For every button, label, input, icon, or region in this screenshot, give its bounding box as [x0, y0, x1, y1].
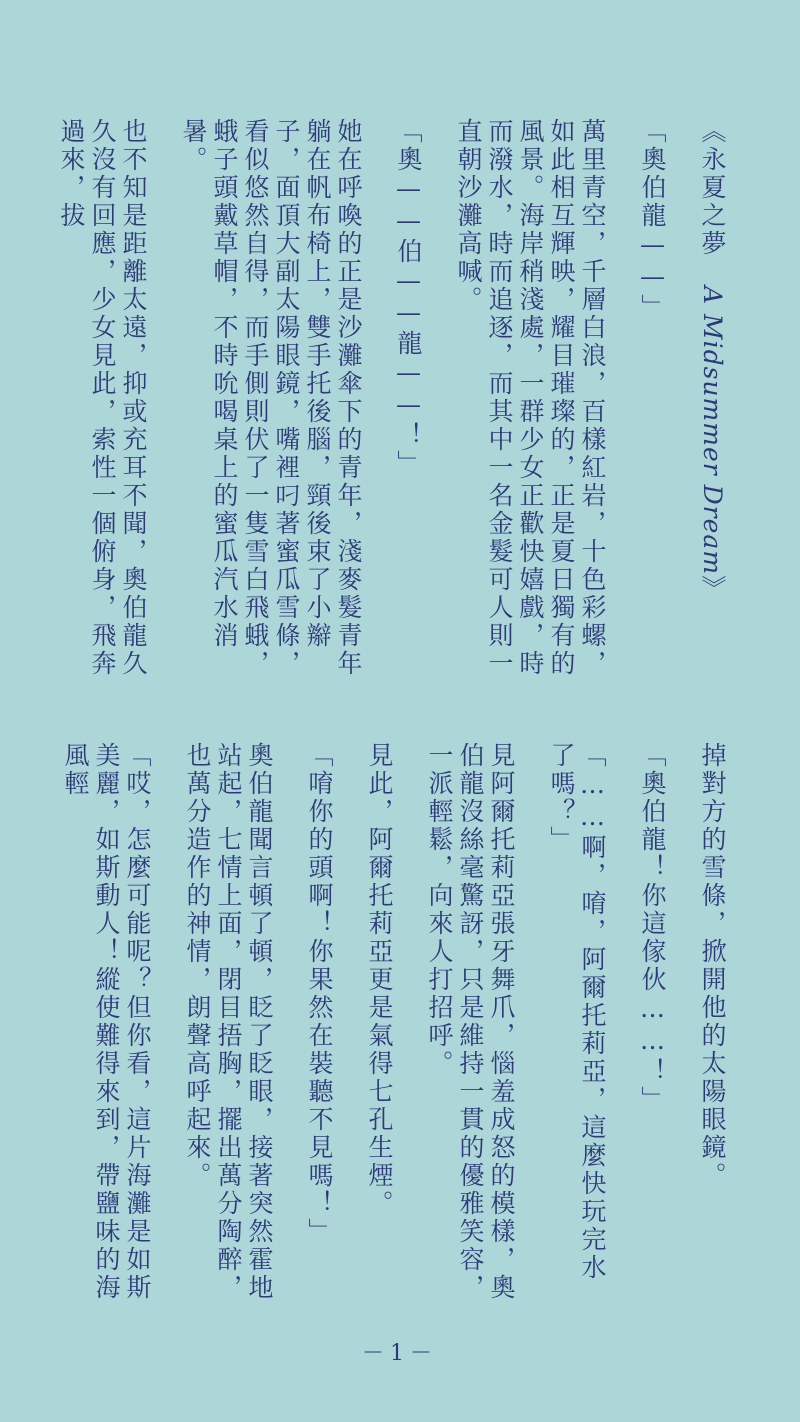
- dialogue-line: 「唷你的頭啊！你果然在裝聽不見嗎！」: [305, 742, 334, 1246]
- lower-text-block: [61, 742, 728, 1302]
- paragraph: 掉對方的雪條，掀開他的太陽眼鏡。: [698, 742, 727, 1190]
- paragraph: 萬里青空，千層白浪，百樣紅岩，十色彩螺，如此相互輝映，耀目璀璨的，正是夏日獨有的風景。海岸稍淺處，一群少女正歡快嬉戲，時而潑水，時而追逐，而其中一名金髮可人則一直朝沙灘高喊。: [454, 118, 607, 678]
- dialogue-line: 「奧伯龍！你這傢伙……！」: [638, 742, 667, 1114]
- paragraph: 奧伯龍聞言頓了頓，眨了眨眼，接著突然霍地站起，七情上面，閉目捂胸，擺出萬分陶醉，也萬分造作的神情，朗聲高呼起來。: [183, 742, 274, 1302]
- paragraph: 她在呼喚的正是沙灘傘下的青年，淺麥髮青年躺在帆布椅上，雙手托後腦，頸後束了小辮子，面頂大副太陽眼鏡，嘴裡叼著蜜瓜雪條，看似悠然自得，而手側則伏了一隻雪白飛蛾，蛾子頭戴草帽，不時吮喝桌上的蜜瓜汽水消暑。: [179, 118, 363, 678]
- dialogue-line: 「……啊，唷，阿爾托莉亞，這麼快玩完水了嗎？」: [547, 742, 607, 1282]
- title-column: [697, 118, 728, 693]
- title-english: A Midsummer Dream: [698, 286, 727, 576]
- paragraph: 也不知是距離太遠，抑或充耳不聞，奧伯龍久久沒有回應，少女見此，索性一個俯身，飛奔過來，拔: [57, 118, 148, 678]
- title-suffix: 》: [698, 575, 727, 604]
- page-number: －1－: [362, 1341, 438, 1366]
- paragraph: 見此，阿爾托莉亞更是氣得七孔生煙。: [365, 742, 394, 1218]
- dialogue-line: 「哎，怎麼可能呢？但你看，這片海灘是如斯美麗，如斯動人！縱使難得來到，帶鹽味的海風輕: [61, 742, 152, 1302]
- dialogue-line: 「奧伯龍——」: [638, 118, 667, 322]
- dialogue-line: 「奧——伯——龍——！」: [394, 118, 423, 478]
- title-prefix: 《永夏之夢: [698, 118, 727, 286]
- upper-text-block: [57, 118, 728, 693]
- paragraph: 見阿爾托莉亞張牙舞爪，惱羞成怒的模樣，奧伯龍沒絲毫驚訝，只是維持一貫的優雅笑容，一派輕鬆，向來人打招呼。: [425, 742, 516, 1302]
